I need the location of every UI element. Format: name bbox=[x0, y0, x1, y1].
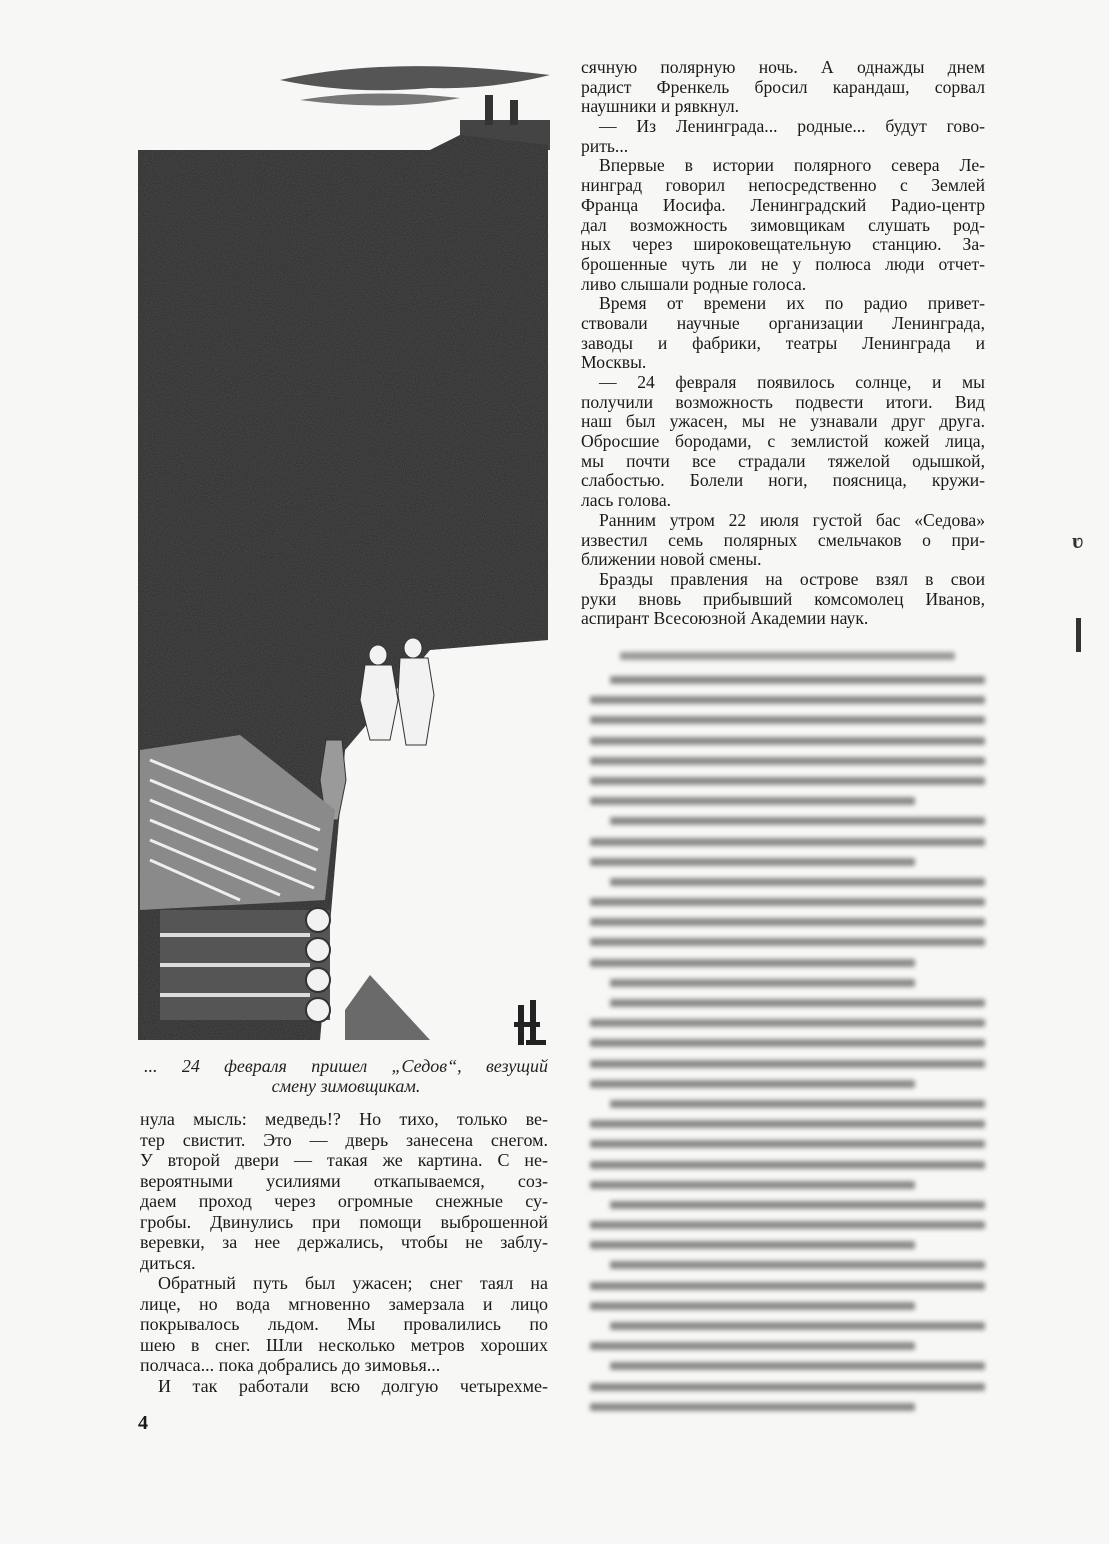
text-line: ливо слышали родные голоса. bbox=[581, 273, 807, 294]
page-number: 4 bbox=[138, 1412, 148, 1434]
text-line: — 24 февраля появилось солнце, и мы bbox=[599, 372, 985, 392]
blurred-line bbox=[610, 817, 985, 825]
text-line: брошенные чуть ли не у полюса люди отчет- bbox=[581, 253, 985, 274]
blurred-line bbox=[590, 1181, 915, 1189]
blurred-line bbox=[610, 1261, 985, 1269]
text-line: — Из Ленинграда... родные... будут гово- bbox=[599, 116, 985, 137]
blurred-line bbox=[590, 1080, 915, 1088]
text-line: получили возможность подвести итоги. Вид bbox=[581, 391, 985, 412]
text-line: аспирант Всесоюзной Академии наук. bbox=[581, 608, 869, 629]
text-line: полчаса... пока добрались до зимовья... bbox=[140, 1355, 441, 1375]
text-line: Время от времени их по радио привет- bbox=[599, 293, 985, 314]
blurred-line bbox=[610, 878, 985, 886]
text-line: лице, но вода мгновенно замерзала и лицо bbox=[140, 1293, 548, 1314]
blurred-line bbox=[590, 777, 985, 785]
blurred-line bbox=[610, 1362, 985, 1370]
text-line: руки вновь прибывший комсомолец Иванов, bbox=[581, 588, 985, 609]
text-line: Обросшие бородами, с землистой кожей лица, bbox=[581, 431, 985, 452]
blurred-line bbox=[590, 1221, 985, 1229]
blurred-line bbox=[590, 1019, 985, 1027]
blurred-line bbox=[610, 979, 915, 987]
blurred-article-section bbox=[590, 652, 985, 1423]
text-line: диться. bbox=[140, 1252, 196, 1273]
blurred-line bbox=[590, 797, 915, 805]
text-line: сячную полярную ночь. А однажды днем bbox=[581, 57, 985, 77]
text-line: нула мысль: медведь!? Но тихо, только ве- bbox=[140, 1109, 548, 1129]
text-line: мы почти все страдали тяжелой одышкой, bbox=[581, 450, 985, 471]
text-line: У второй двери — такая же картина. С не- bbox=[140, 1150, 548, 1170]
text-line: ствовали научные организации Ленинграда, bbox=[581, 312, 985, 333]
illustration-caption bbox=[144, 1056, 548, 1096]
caption-line-2: смену зимовщикам. bbox=[271, 1076, 421, 1096]
text-line: ближении новой смены. bbox=[581, 549, 762, 570]
blurred-heading bbox=[620, 652, 955, 660]
blurred-line bbox=[590, 1282, 985, 1290]
text-line: Обратный путь был ужасен; снег таял на bbox=[158, 1273, 548, 1293]
blurred-line bbox=[590, 1161, 985, 1169]
blurred-line bbox=[590, 918, 985, 926]
text-line: лась голова. bbox=[581, 490, 672, 511]
text-line: Москвы. bbox=[581, 352, 647, 373]
blurred-line bbox=[610, 676, 985, 684]
blurred-line bbox=[610, 1201, 985, 1209]
blurred-line bbox=[590, 1241, 915, 1249]
text-line: наш был ужасен, мы не узнавали друг друга. bbox=[581, 411, 985, 432]
text-line: Бразды правления на острове взял в свои bbox=[599, 568, 985, 589]
text-line: дал возможность зимовщикам слушать род- bbox=[581, 214, 985, 235]
blurred-line bbox=[590, 898, 985, 906]
text-line: вероятными усилиями откапываемся, соз- bbox=[140, 1170, 548, 1191]
text-line: веревки, за нее держались, чтобы не заблу- bbox=[140, 1232, 548, 1252]
margin-scan-mark: ʋ bbox=[1072, 528, 1084, 553]
text-line: Ранним утром 22 июля густой бас «Седова» bbox=[599, 509, 985, 530]
text-line: ных через широковещательную станцию. За- bbox=[581, 234, 985, 255]
blurred-line bbox=[590, 858, 915, 866]
blurred-line bbox=[590, 696, 985, 704]
text-line: известил семь полярных смельчаков о при- bbox=[581, 529, 985, 550]
blurred-line bbox=[590, 1039, 985, 1047]
blurred-line bbox=[590, 1120, 985, 1128]
text-line: слабостью. Болели ноги, поясница, кружи- bbox=[581, 470, 985, 491]
blurred-line bbox=[590, 737, 985, 745]
caption-line-1: ... 24 февраля пришел „Седов“, везущий bbox=[144, 1056, 548, 1076]
text-line: Впервые в истории полярного севера Ле- bbox=[599, 155, 985, 176]
blurred-line bbox=[590, 716, 985, 724]
text-line: шею в снег. Шли несколько метров хороших bbox=[140, 1334, 548, 1355]
blurred-line bbox=[590, 1342, 915, 1350]
text-line: радист Френкель бросил карандаш, сорвал bbox=[581, 76, 985, 97]
blurred-line bbox=[590, 1060, 985, 1068]
illustration-polar-station bbox=[130, 50, 570, 1060]
text-line: гробы. Двинулись при помощи выброшенной bbox=[140, 1211, 548, 1232]
margin-scan-mark bbox=[1076, 618, 1081, 652]
text-line: рить... bbox=[581, 135, 629, 156]
left-column-text bbox=[140, 1109, 548, 1396]
blurred-line bbox=[590, 757, 985, 765]
text-line: И так работали всю долгую четырехме- bbox=[158, 1375, 548, 1396]
blurred-line bbox=[590, 1383, 985, 1391]
blurred-line bbox=[590, 1302, 915, 1310]
log-cabin bbox=[140, 735, 430, 1040]
text-line: Франца Иосифа. Ленинградский Радио-центр bbox=[581, 194, 985, 215]
smoke-plume bbox=[280, 66, 550, 105]
artist-monogram bbox=[514, 1000, 546, 1045]
blurred-line bbox=[590, 1403, 915, 1411]
blurred-line bbox=[610, 1322, 985, 1330]
text-line: тер свистит. Это — дверь занесена снегом. bbox=[140, 1129, 548, 1150]
text-line: заводы и фабрики, театры Ленинграда и bbox=[581, 332, 985, 353]
blurred-line bbox=[590, 1140, 985, 1148]
blurred-line bbox=[590, 838, 985, 846]
blurred-line bbox=[610, 1100, 985, 1108]
blurred-line bbox=[590, 938, 985, 946]
blurred-line bbox=[590, 959, 915, 967]
right-column-text bbox=[581, 58, 985, 629]
blurred-line bbox=[610, 999, 985, 1007]
text-line: даем проход через огромные снежные су- bbox=[140, 1191, 548, 1211]
text-line: нинград говорил непосредственно с Землей bbox=[581, 175, 985, 196]
text-line: покрывалось льдом. Мы провалились по bbox=[140, 1314, 548, 1334]
text-line: наушники и рявкнул. bbox=[581, 96, 740, 117]
